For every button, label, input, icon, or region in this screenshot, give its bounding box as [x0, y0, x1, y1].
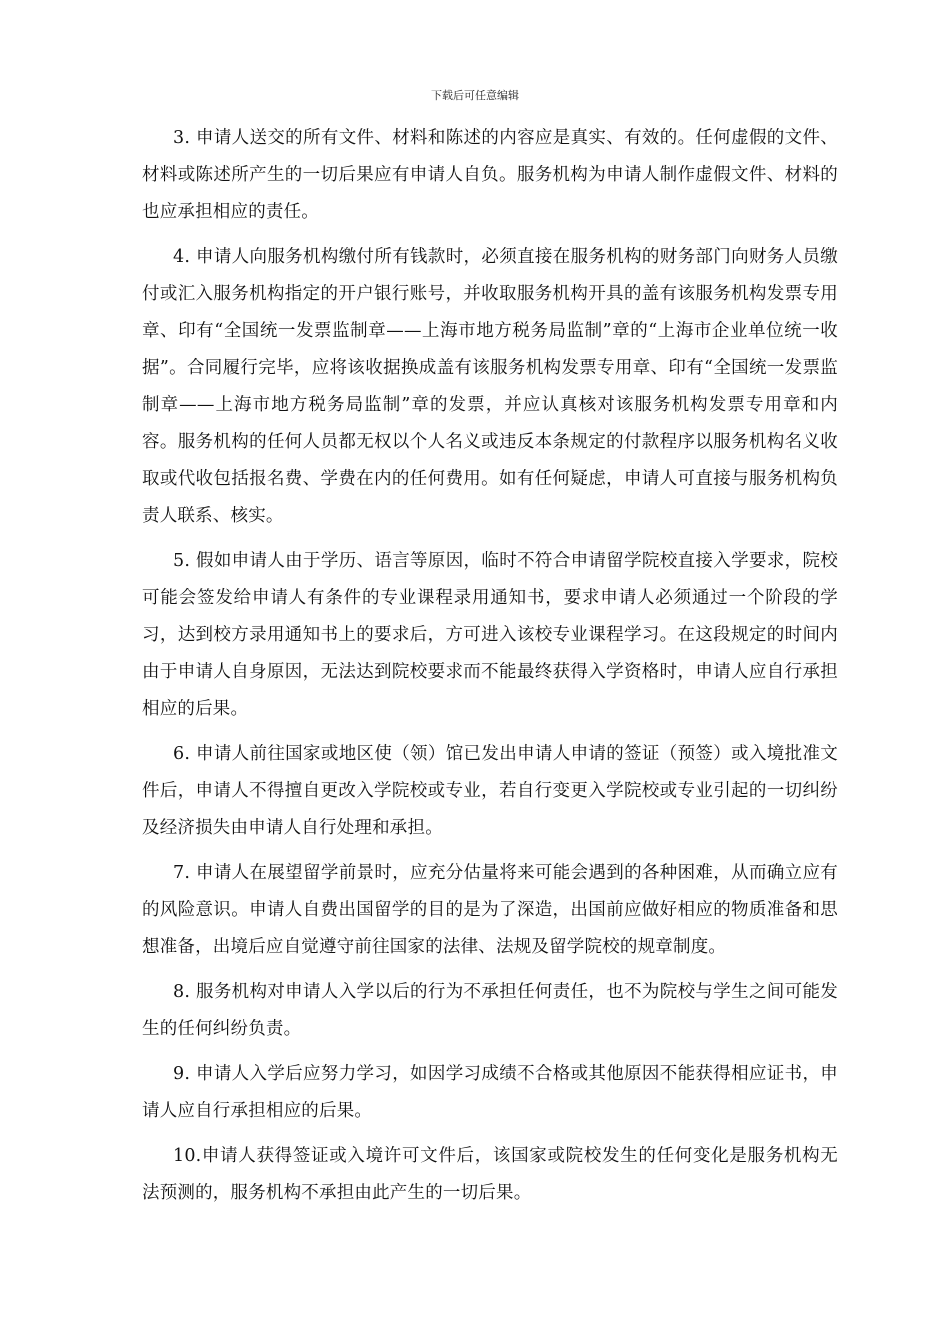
clause-3: 3. 申请人送交的所有文件、材料和陈述的内容应是真实、有效的。任何虚假的文件、材料或陈述所产生的一切后果应有申请人自负。服务机构为申请人制作虚假文件、材料的也应承担相应的责任。	[142, 128, 838, 222]
page-header: 下载后可任意编辑	[431, 89, 519, 102]
clause-5: 5. 假如申请人由于学历、语言等原因，临时不符合申请留学院校直接入学要求，院校可能会签发给申请人有条件的专业课程录用通知书，要求申请人必须通过一个阶段的学习，达到校方录用通知书上的要求后，方可进入该校专业课程学习。在这段规定的时间内由于申请人自身原因，无法达到院校要求而不能最终获得入学资格时，申请人应自行承担相应的后果。	[142, 551, 838, 719]
document-body	[142, 120, 838, 1220]
clause-8: 8. 服务机构对申请人入学以后的行为不承担任何责任，也不为院校与学生之间可能发生的任何纠纷负责。	[142, 982, 838, 1039]
clause-4: 4. 申请人向服务机构缴付所有钱款时，必须直接在服务机构的财务部门向财务人员缴付或汇入服务机构指定的开户银行账号，并收取服务机构开具的盖有该服务机构发票专用章、印有“全国统一发票监制章——上海市地方税务局监制”章的“上海市企业单位统一收据”。合同履行完毕，应将该收据换成盖有该服务机构发票专用章、印有“全国统一发票监制章——上海市地方税务局监制”章的发票，并应认真核对该服务机构发票专用章和内容。服务机构的任何人员都无权以个人名义或违反本条规定的付款程序以服务机构名义收取或代收包括报名费、学费在内的任何费用。如有任何疑虑，申请人可直接与服务机构负责人联系、核实。	[142, 247, 838, 526]
clause-10: 10.申请人获得签证或入境许可文件后，该国家或院校发生的任何变化是服务机构无法预测的，服务机构不承担由此产生的一切后果。	[142, 1146, 838, 1203]
clause-9: 9. 申请人入学后应努力学习，如因学习成绩不合格或其他原因不能获得相应证书，申请人应自行承担相应的后果。	[142, 1064, 838, 1121]
clause-6: 6. 申请人前往国家或地区使（领）馆已发出申请人申请的签证（预签）或入境批准文件后，申请人不得擅自更改入学院校或专业，若自行变更入学院校或专业引起的一切纠纷及经济损失由申请人自行处理和承担。	[142, 744, 838, 838]
clause-7: 7. 申请人在展望留学前景时，应充分估量将来可能会遇到的各种困难，从而确立应有的风险意识。申请人自费出国留学的目的是为了深造，出国前应做好相应的物质准备和思想准备，出境后应自觉遵守前往国家的法律、法规及留学院校的规章制度。	[142, 863, 838, 957]
